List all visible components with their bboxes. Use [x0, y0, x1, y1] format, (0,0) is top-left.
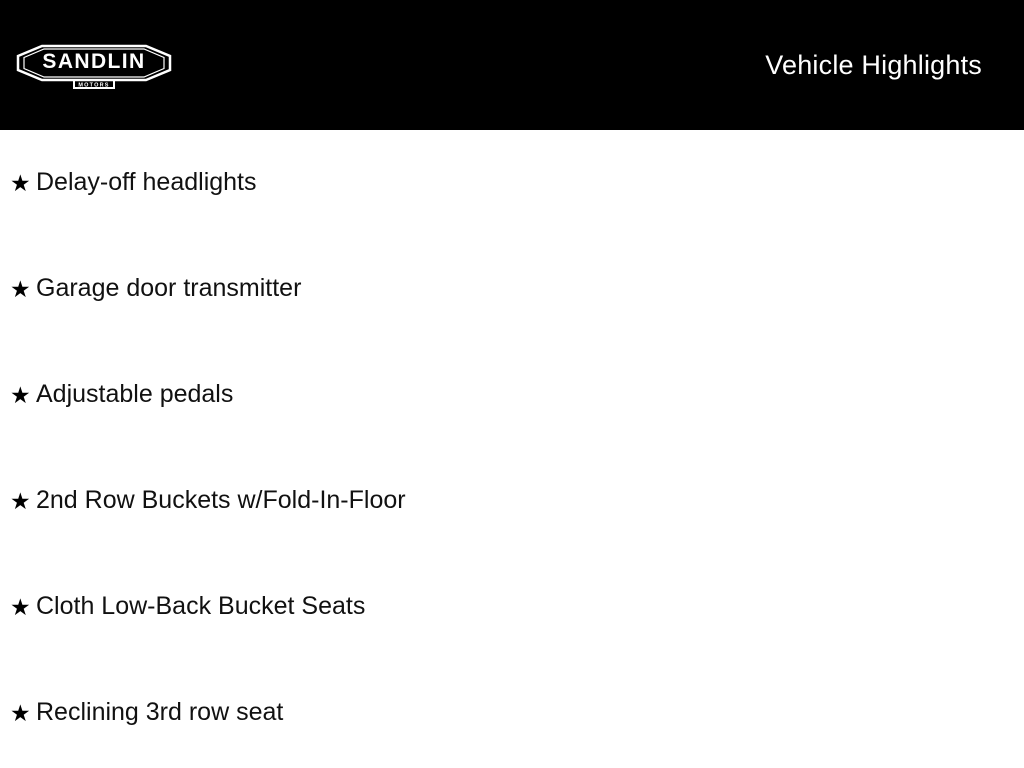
svg-text:MOTORS: MOTORS [78, 82, 110, 89]
highlight-label: Delay-off headlights [36, 168, 257, 197]
highlight-label: 2nd Row Buckets w/Fold-In-Floor [36, 486, 406, 515]
star-icon: ★ [10, 169, 31, 196]
list-item [0, 660, 1024, 766]
highlight-label: Adjustable pedals [36, 380, 234, 409]
list-item [0, 554, 1024, 660]
star-icon: ★ [10, 593, 31, 620]
highlight-label: Cloth Low-Back Bucket Seats [36, 592, 366, 621]
sandlin-motors-logo [14, 36, 174, 94]
star-icon: ★ [10, 699, 31, 726]
highlights-section [0, 130, 1024, 766]
star-icon: ★ [10, 487, 31, 514]
highlights-list [0, 130, 1024, 766]
page-header [0, 0, 1024, 130]
list-item [0, 448, 1024, 554]
highlight-label: Reclining 3rd row seat [36, 698, 284, 727]
star-icon: ★ [10, 275, 31, 302]
svg-text:SANDLIN: SANDLIN [42, 50, 146, 73]
highlight-label: Garage door transmitter [36, 274, 302, 303]
star-icon: ★ [10, 381, 31, 408]
list-item [0, 342, 1024, 448]
list-item [0, 236, 1024, 342]
list-item [0, 130, 1024, 236]
page-title: Vehicle Highlights [765, 49, 982, 80]
